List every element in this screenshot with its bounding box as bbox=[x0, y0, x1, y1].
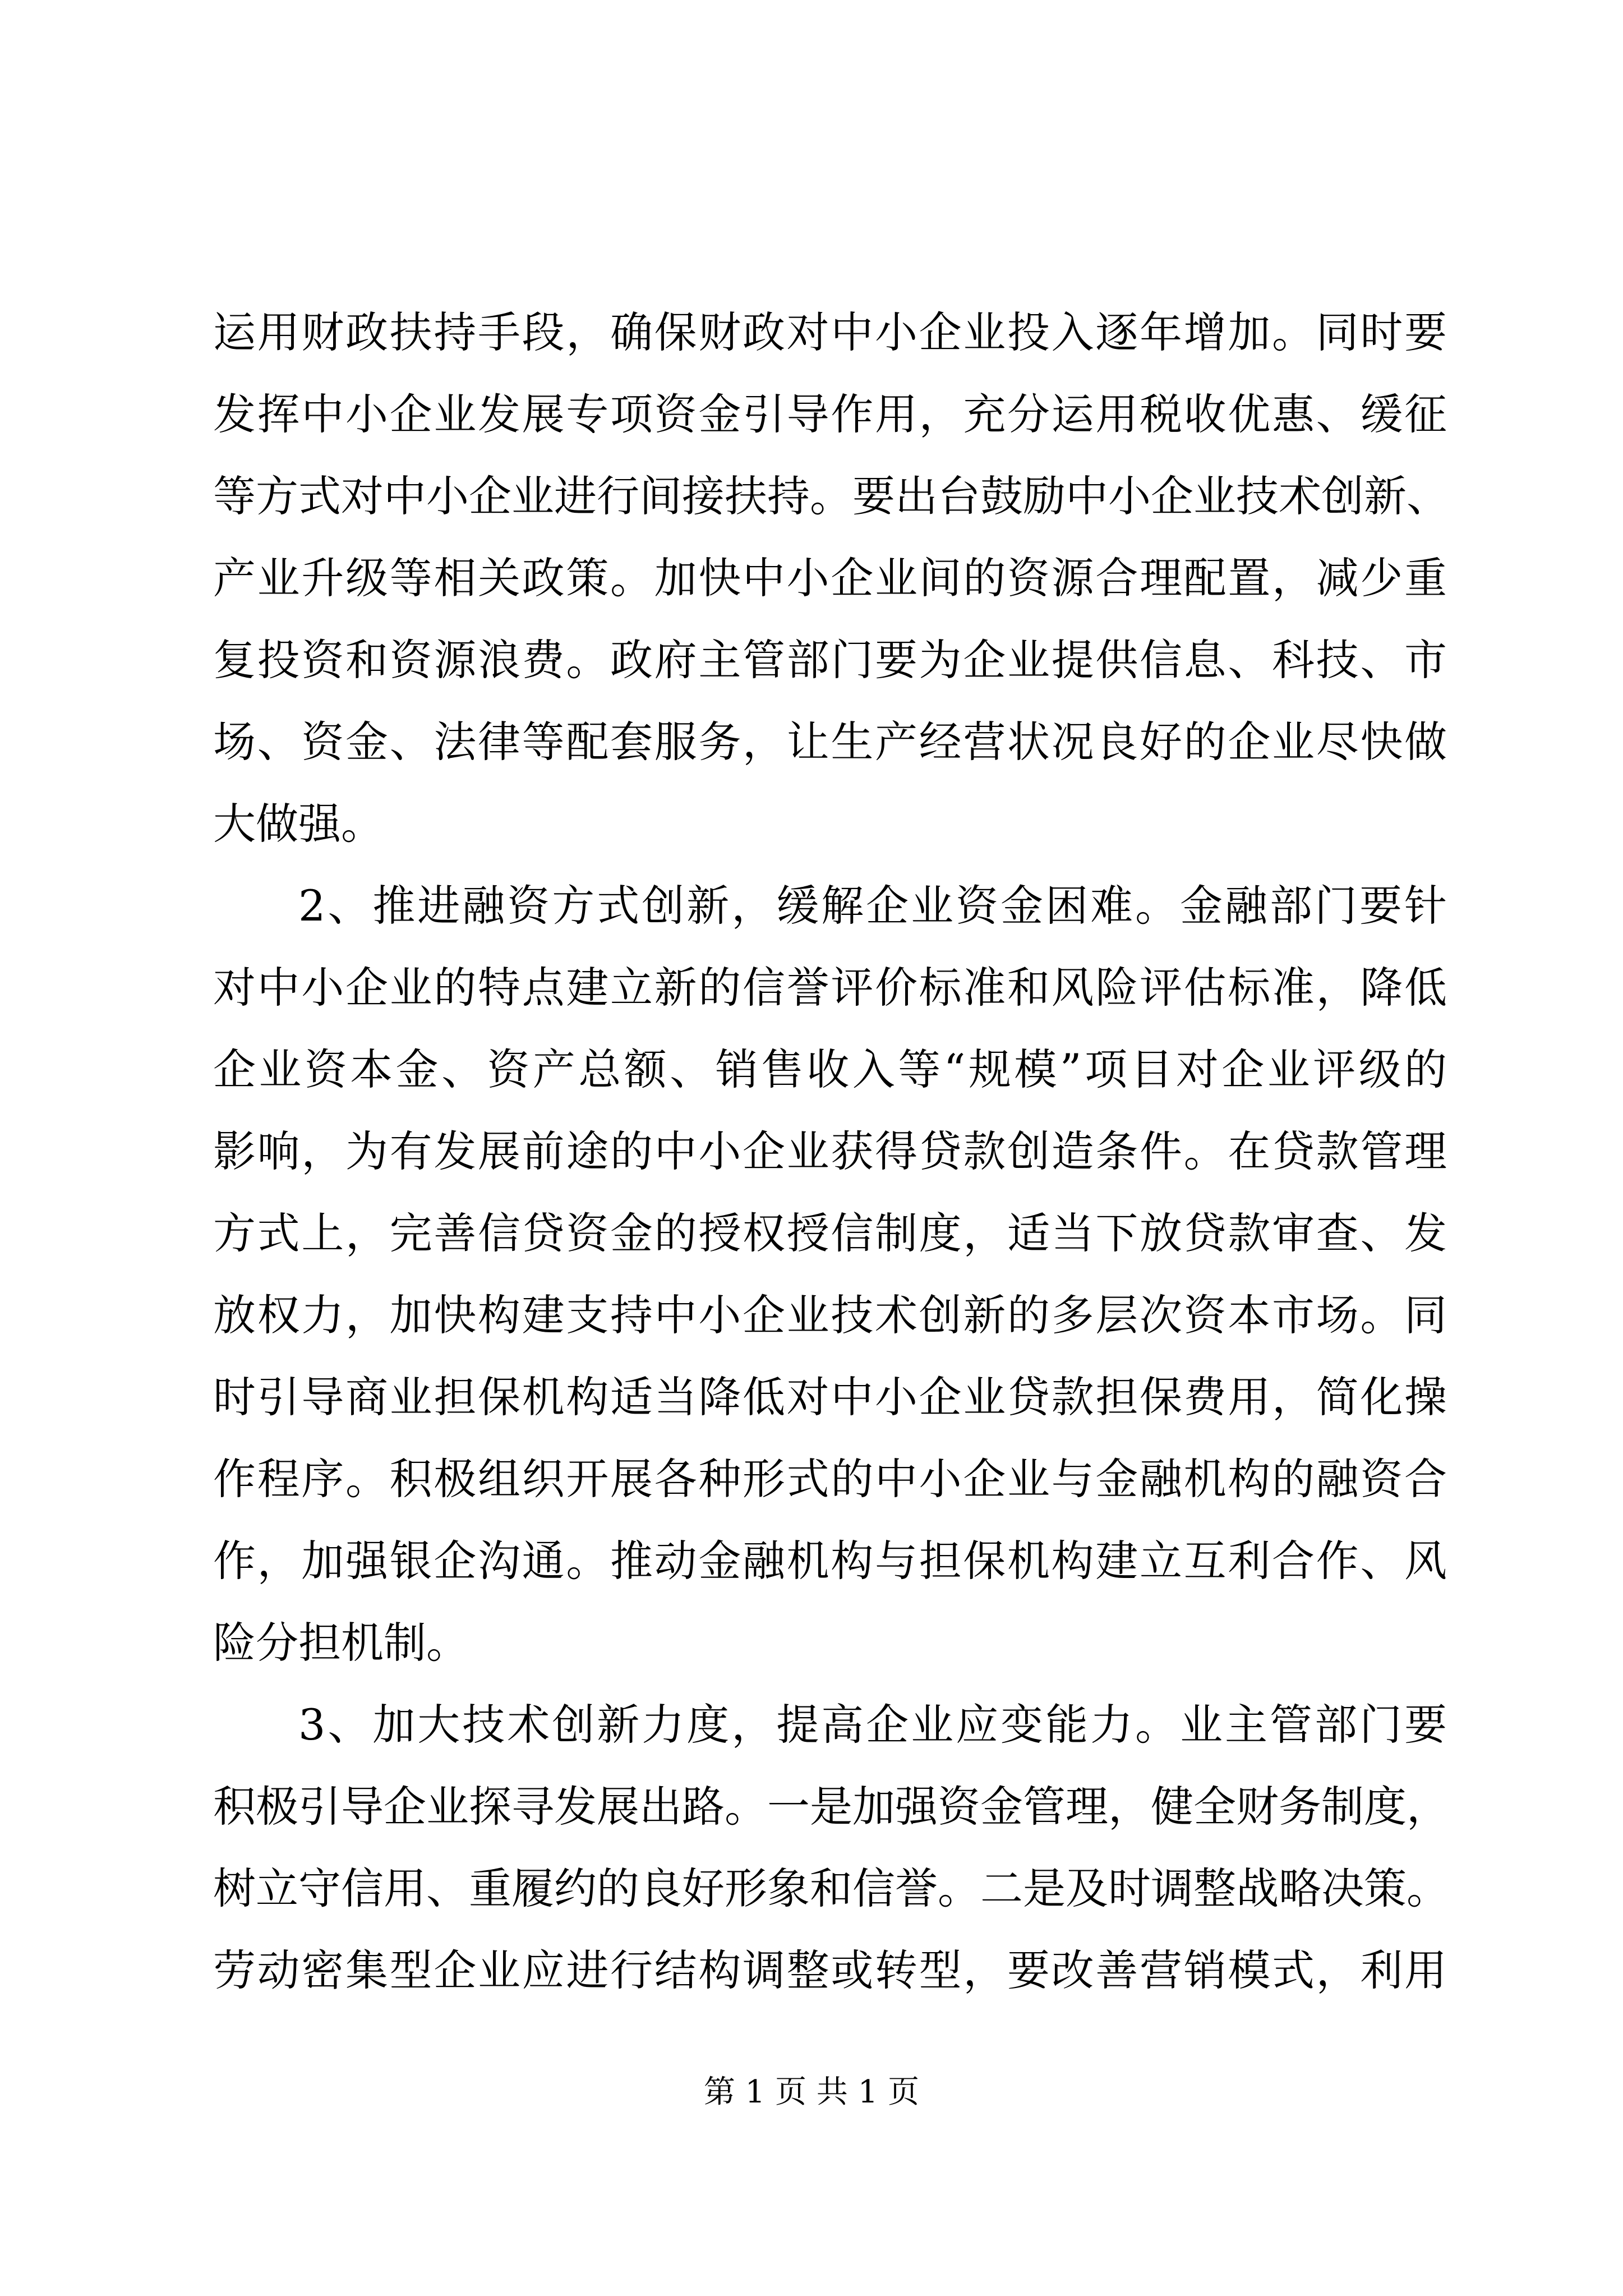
text-line: 作，加强银企沟通。推动金融机构与担保机构建立互利合作、风 bbox=[213, 1536, 1447, 1586]
text-line: 场、资金、法律等配套服务，让生产经营状况良好的企业尽快做 bbox=[213, 717, 1447, 767]
text-line: 影响，为有发展前途的中小企业获得贷款创造条件。在贷款管理 bbox=[213, 1126, 1447, 1176]
text-line: 时引导商业担保机构适当降低对中小企业贷款担保费用，简化操 bbox=[213, 1372, 1447, 1422]
paragraph-first-line: 3、加大技术创新力度，提高企业应变能力。业主管部门要 bbox=[298, 1700, 1447, 1750]
text-line: 企业资本金、资产总额、销售收入等“规模”项目对企业评级的 bbox=[213, 1045, 1447, 1094]
document-body bbox=[213, 292, 1447, 2012]
text-line: 积极引导企业探寻发展出路。一是加强资金管理，健全财务制度， bbox=[213, 1782, 1449, 1832]
paragraph-first-line: 2、推进融资方式创新，缓解企业资金困难。金融部门要针 bbox=[298, 881, 1447, 931]
text-line: 树立守信用、重履约的良好形象和信誉。二是及时调整战略决策。 bbox=[213, 1864, 1449, 1913]
text-line: 对中小企业的特点建立新的信誉评价标准和风险评估标准，降低 bbox=[213, 963, 1447, 1013]
text-line: 大做强。 bbox=[213, 799, 384, 849]
text-line: 放权力，加快构建支持中小企业技术创新的多层次资本市场。同 bbox=[213, 1290, 1447, 1340]
text-line: 险分担机制。 bbox=[213, 1618, 469, 1668]
text-line: 劳动密集型企业应进行结构调整或转型，要改善营销模式，利用 bbox=[213, 1945, 1447, 1995]
text-line: 方式上，完善信贷资金的授权授信制度，适当下放贷款审查、发 bbox=[213, 1208, 1447, 1258]
text-line: 等方式对中小企业进行间接扶持。要出台鼓励中小企业技术创新、 bbox=[213, 471, 1449, 521]
text-line: 产业升级等相关政策。加快中小企业间的资源合理配置，减少重 bbox=[213, 553, 1447, 603]
text-line: 作程序。积极组织开展各种形式的中小企业与金融机构的融资合 bbox=[213, 1454, 1447, 1504]
page-number-footer: 第 1 页 共 1 页 bbox=[703, 2074, 920, 2110]
text-line: 运用财政扶持手段，确保财政对中小企业投入逐年增加。同时要 bbox=[213, 307, 1447, 357]
text-line: 发挥中小企业发展专项资金引导作用，充分运用税收优惠、缓征 bbox=[213, 389, 1447, 439]
text-line: 复投资和资源浪费。政府主管部门要为企业提供信息、科技、市 bbox=[213, 635, 1447, 685]
